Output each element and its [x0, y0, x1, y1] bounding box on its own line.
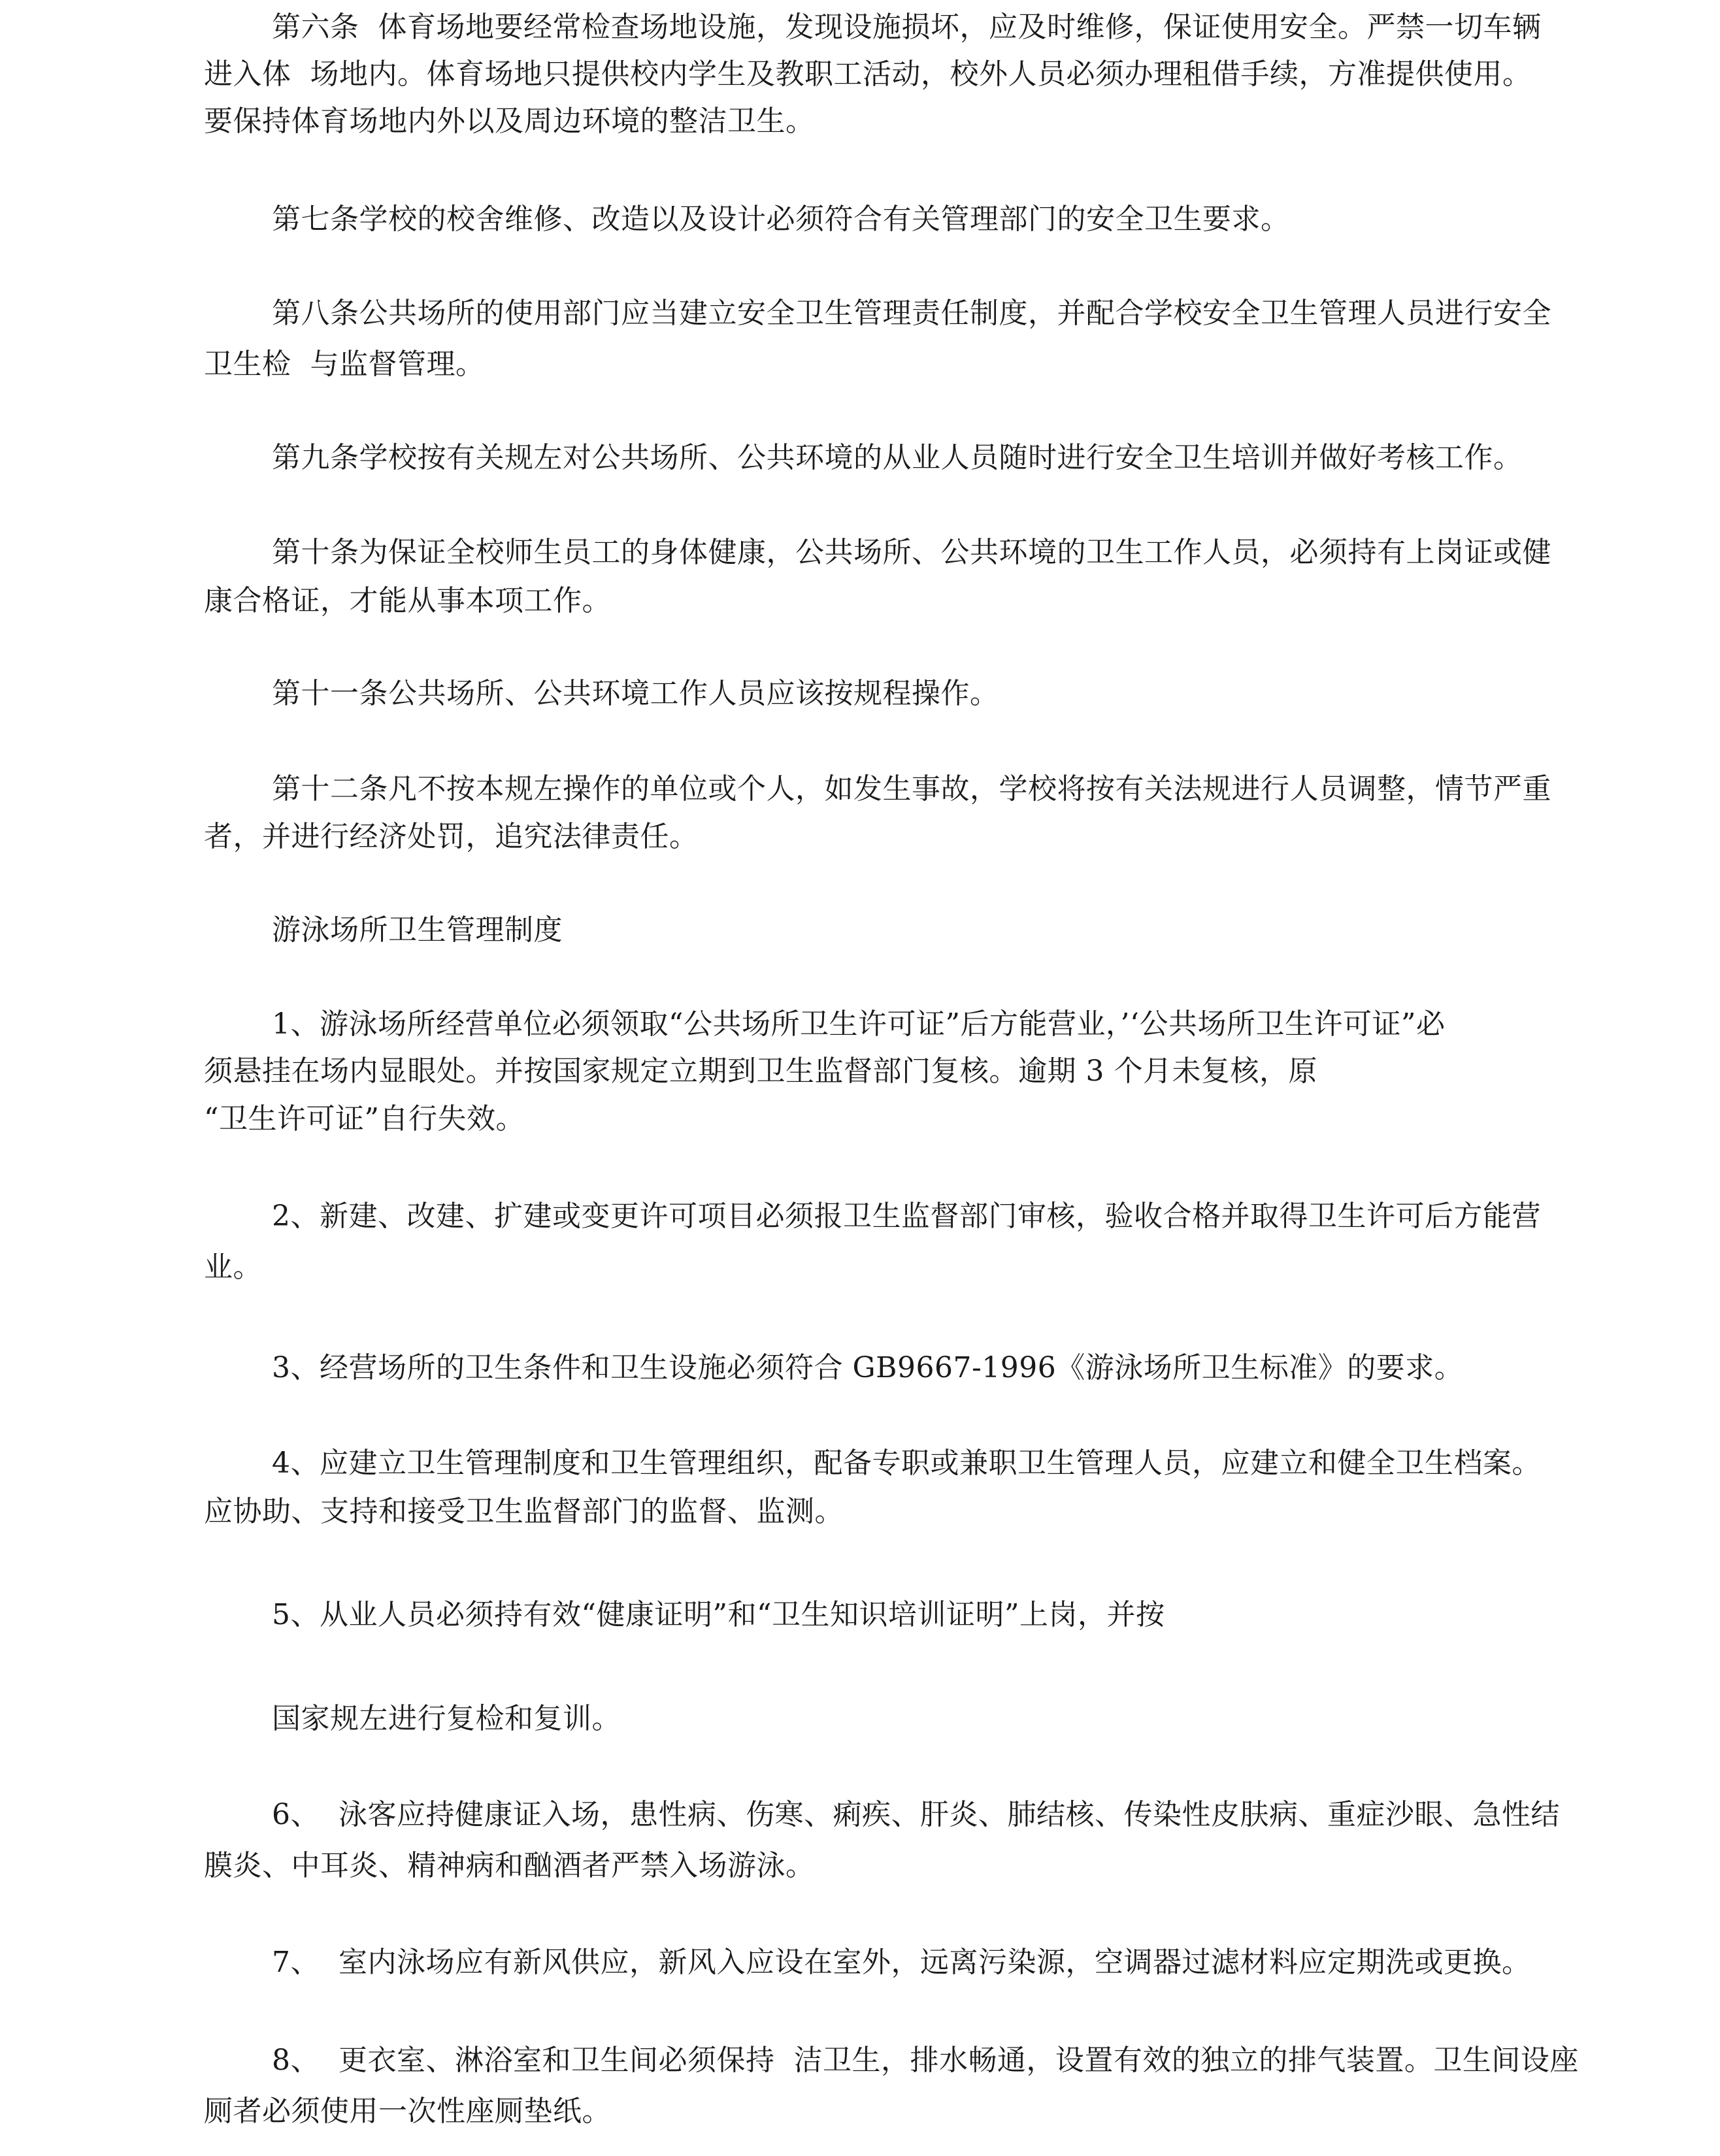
text-line: 2、新建、改建、扩建或变更许可项目必须报卫生监督部门审核，验收合格并取得卫生许可后方能营 [272, 1200, 1541, 1233]
text-line: 5、从业人员必须持有效“健康证明”和“卫生知识培训证明”上岗，并按 [272, 1598, 1165, 1631]
text-line: 第十二条凡不按本规左操作的单位或个人，如发生事故，学校将按有关法规进行人员调整，情节严重 [272, 772, 1551, 806]
text-line: 厕者必须使用一次性座厕垫纸。 [204, 2095, 611, 2128]
section-heading: 游泳场所卫生管理制度 [272, 913, 563, 947]
text-line: 第八条公共场所的使用部门应当建立安全卫生管理责任制度，并配合学校安全卫生管理人员进行安全 [272, 297, 1551, 330]
text-line: 6、 泳客应持健康证入场，患性病、伤寒、痢疾、肝炎、肺结核、传染性皮肤病、重症沙眼、急性结 [272, 1798, 1560, 1831]
text-line: 应协助、支持和接受卫生监督部门的监督、监测。 [204, 1495, 844, 1528]
text-line: 者，并进行经济处罚，追究法律责任。 [204, 820, 699, 853]
text-line: 进入体 场地内。体育场地只提供校内学生及教职工活动，校外人员必须办理租借手续，方准提供使用。 [204, 57, 1532, 91]
text-line: 第十条为保证全校师生员工的身体健康，公共场所、公共环境的卫生工作人员，必须持有上岗证或健 [272, 536, 1551, 569]
text-line: 须悬挂在场内显眼处。并按国家规定立期到卫生监督部门复核。逾期 3 个月未复核，原 [204, 1054, 1317, 1088]
text-line: 7、 室内泳场应有新风供应，新风入应设在室外，远离污染源，空调器过滤材料应定期洗或更换。 [272, 1946, 1531, 1979]
text-line: 3、经营场所的卫生条件和卫生设施必须符合 GB9667-1996《游泳场所卫生标准》的要求。 [272, 1351, 1464, 1384]
text-line: 卫生检 与监督管理。 [204, 348, 485, 381]
text-line: 4、应建立卫生管理制度和卫生管理组织，配备专职或兼职卫生管理人员，应建立和健全卫生档案。 [272, 1446, 1541, 1480]
text-line: 第九条学校按有关规左对公共场所、公共环境的从业人员随时进行安全卫生培训并做好考核工作。 [272, 441, 1523, 474]
text-line: “卫生许可证”自行失效。 [204, 1102, 525, 1135]
text-line: 国家规左进行复检和复训。 [272, 1702, 621, 1735]
text-line: 康合格证，才能从事本项工作。 [204, 584, 611, 617]
text-line: 第七条学校的校舍维修、改造以及设计必须符合有关管理部门的安全卫生要求。 [272, 203, 1290, 236]
text-line: 1、游泳场所经营单位必须领取“公共场所卫生许可证”后方能营业，’‘公共场所卫生许可证”必 [272, 1007, 1446, 1041]
text-line: 第十一条公共场所、公共环境工作人员应该按规程操作。 [272, 677, 999, 710]
text-line: 要保持体育场地内外以及周边环境的整洁卫生。 [204, 105, 815, 138]
text-line: 业。 [204, 1250, 262, 1284]
text-line: 膜炎、中耳炎、精神病和酗酒者严禁入场游泳。 [204, 1849, 815, 1882]
text-line: 第六条 体育场地要经常检查场地设施，发现设施损坏，应及时维修，保证使用安全。严禁一切车辆 [272, 10, 1542, 44]
text-line: 8、 更衣室、淋浴室和卫生间必须保持 洁卫生，排水畅通，设置有效的独立的排气装置。卫生间设座 [272, 2044, 1579, 2077]
